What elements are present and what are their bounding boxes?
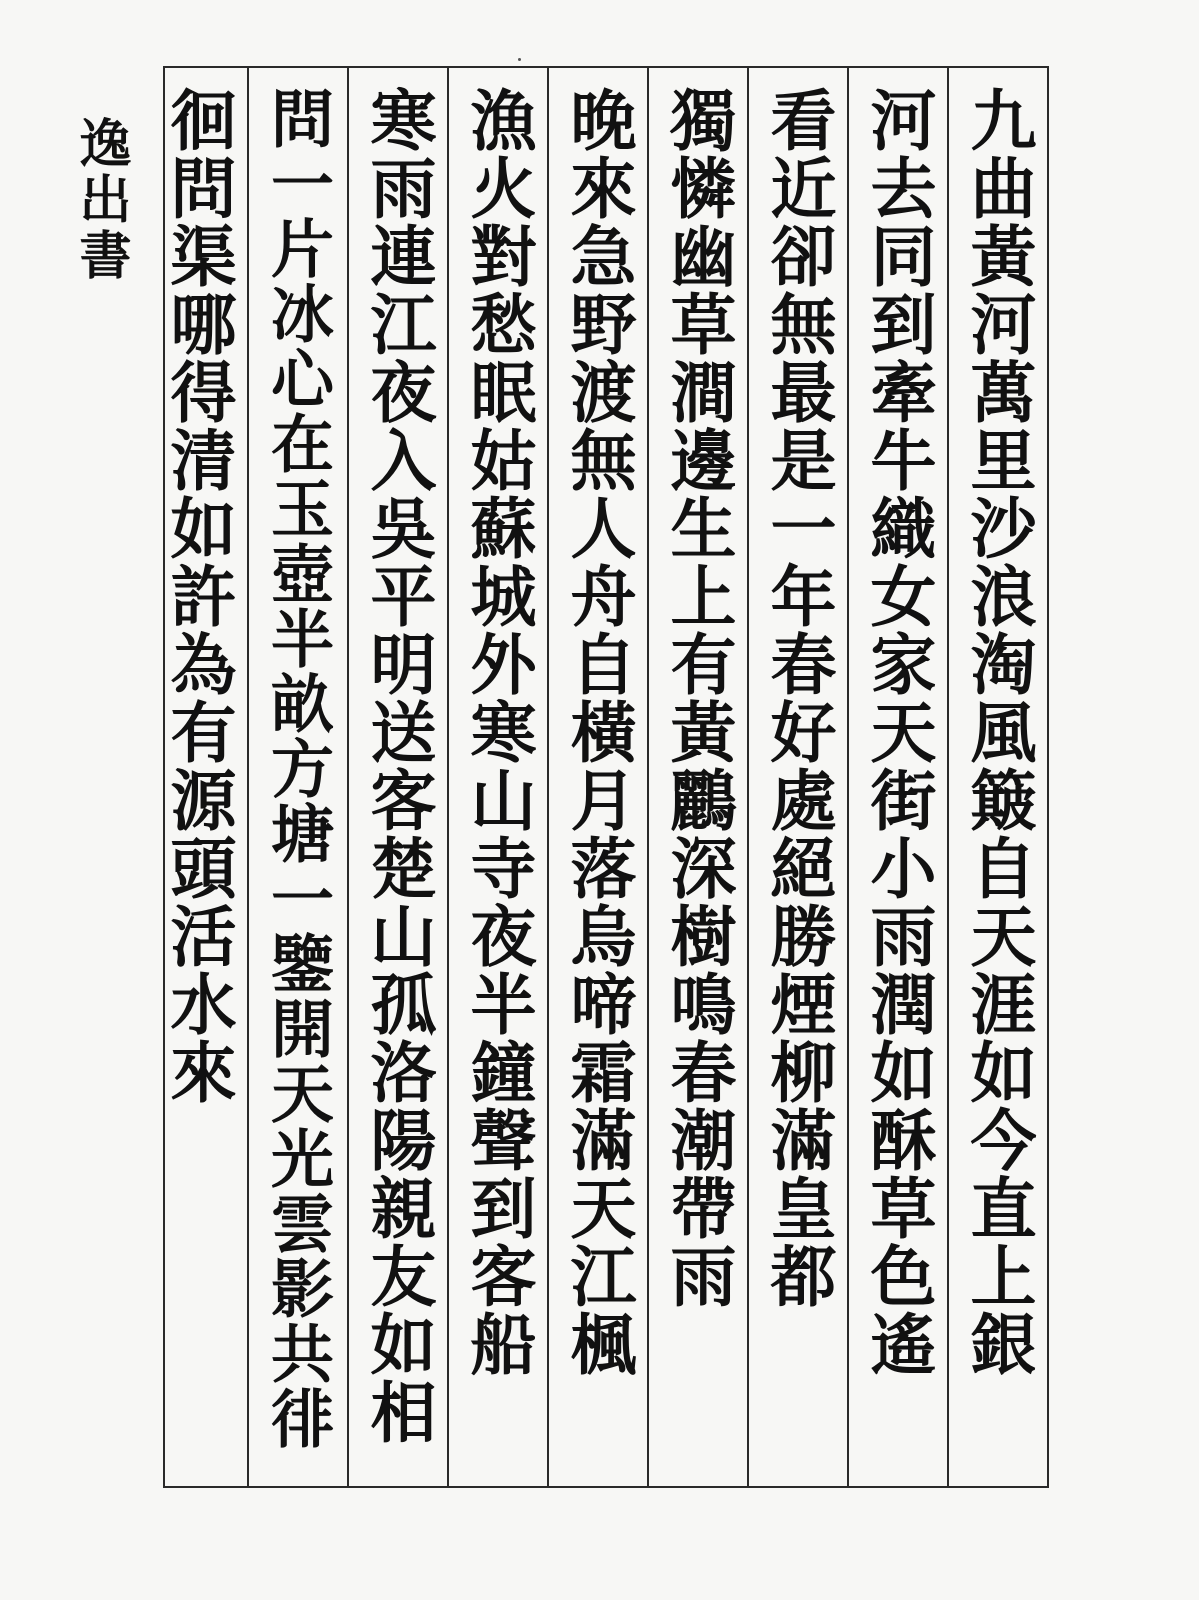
column-text: 九曲黃河萬里沙浪淘風簸自天涯如今直上銀 bbox=[959, 86, 1037, 1378]
paper-mark bbox=[518, 58, 521, 61]
column-9 bbox=[51, 68, 247, 1486]
column-text: 看近卻無最是一年春好處絕勝煙柳滿皇都 bbox=[759, 86, 837, 1310]
column-6 bbox=[447, 68, 547, 1486]
calligraphy-grid bbox=[70, 66, 1049, 1488]
column-text: 問一片冰心在玉壺半畝方塘一鑒開天光雲影共徘 bbox=[261, 86, 335, 1451]
column-2 bbox=[847, 68, 947, 1486]
column-5 bbox=[547, 68, 647, 1486]
column-1 bbox=[947, 68, 1047, 1486]
column-text: 徊問渠哪得清如許為有源頭活水來 bbox=[159, 86, 237, 1106]
column-text: 寒雨連江夜入吳平明送客楚山孤洛陽親友如相 bbox=[359, 86, 437, 1446]
column-text: 晚來急野渡無人舟自橫月落烏啼霜滿天江楓 bbox=[559, 86, 637, 1378]
column-3 bbox=[747, 68, 847, 1486]
column-text: 漁火對愁眠姑蘇城外寒山寺夜半鐘聲到客船 bbox=[459, 86, 537, 1378]
signature: 逸出書 bbox=[70, 116, 131, 284]
column-4 bbox=[647, 68, 747, 1486]
column-7 bbox=[347, 68, 447, 1486]
column-8 bbox=[247, 68, 347, 1486]
column-text: 獨憐幽草澗邊生上有黃鸝深樹鳴春潮帶雨 bbox=[659, 86, 737, 1310]
column-text: 河去同到牽牛織女家天街小雨潤如酥草色遙 bbox=[859, 86, 937, 1378]
